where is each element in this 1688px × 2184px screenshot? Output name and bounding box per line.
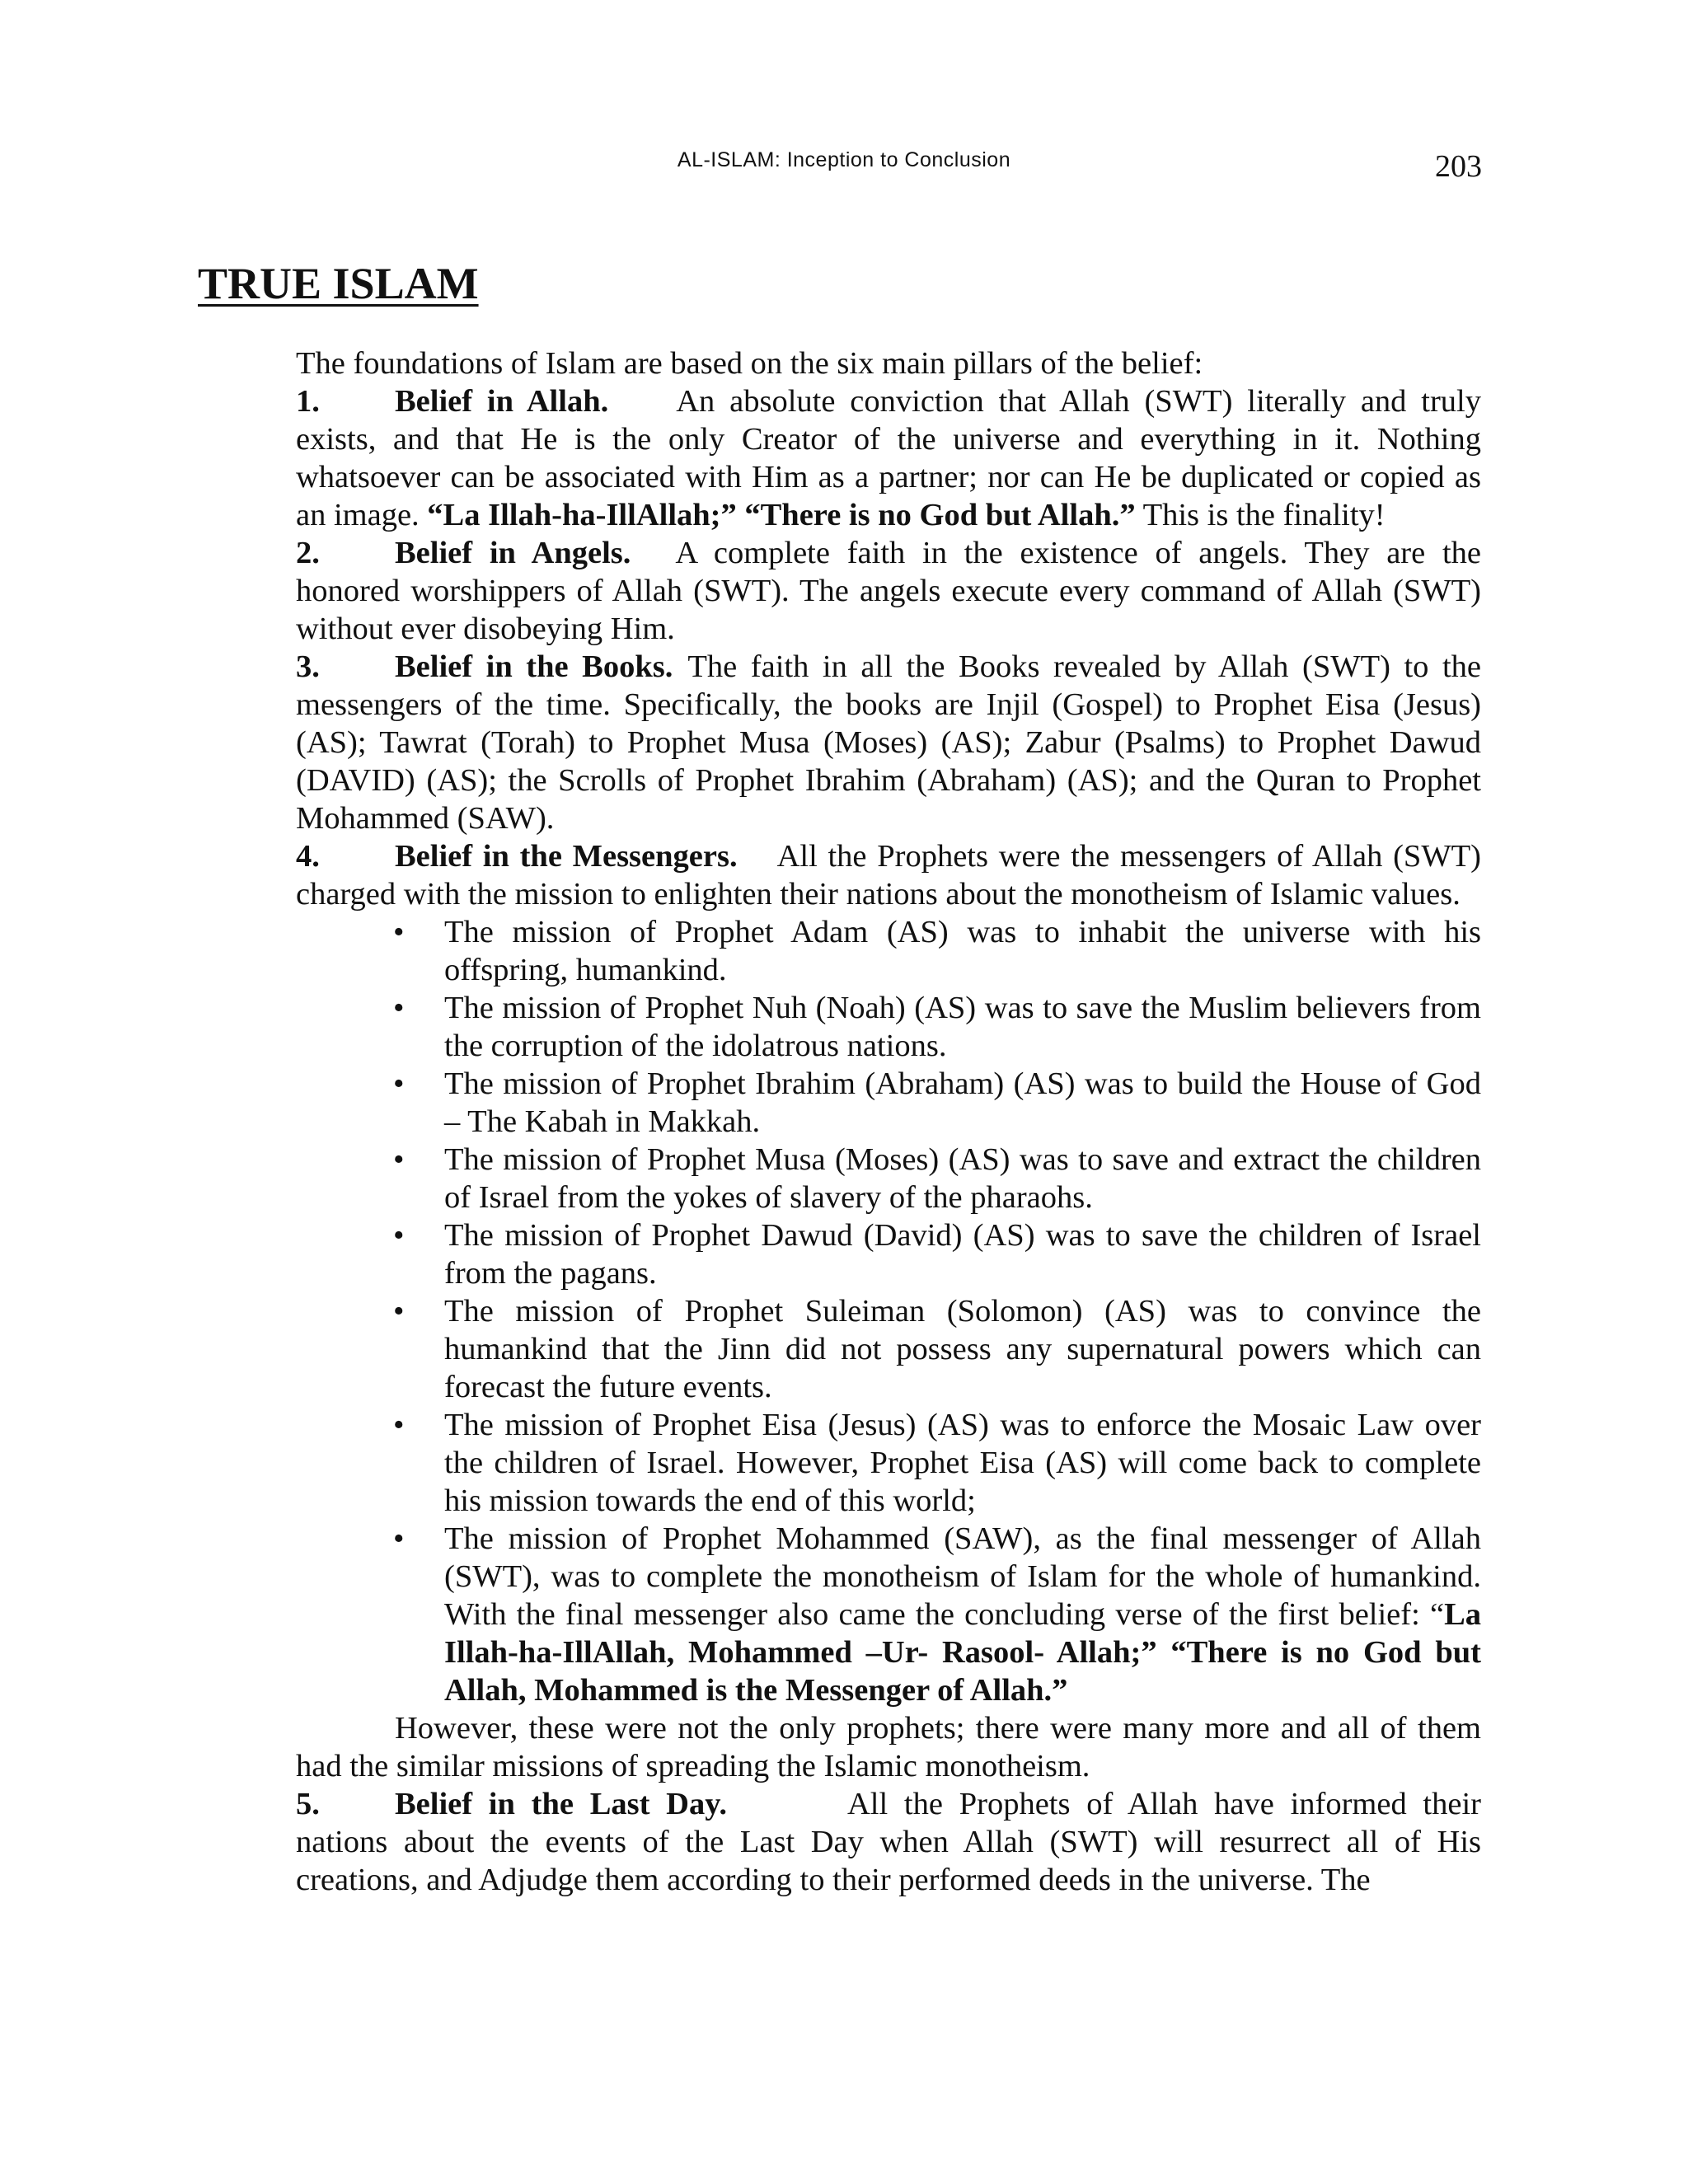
list-item: • The mission of Prophet Mohammed (SAW), as the final messenger of Allah (SWT), was to complete the monotheism of Islam for the whole of humankind. With the final messenger also came the concluding verse of the first belief: “La Illah-ha-IllAllah, Mohammed –Ur- Rasool- Allah;” “There is no God but Allah, Mohammed is the Messenger of Allah.” bbox=[393, 1521, 1481, 1708]
pillar-number: 2. bbox=[296, 536, 320, 570]
intro-paragraph: The foundations of Islam are based on the six main pillars of the belief: bbox=[296, 346, 1203, 381]
bullet-icon: • bbox=[393, 1066, 405, 1101]
pillar-text: A complete faith in the existence of angels. They are the honored worshippers of Allah (SWT). The angels execute every command of Allah (SWT) without ever disobeying Him. bbox=[296, 536, 1481, 646]
list-item: • The mission of Prophet Nuh (Noah) (AS) was to save the Muslim believers from the corruption of the idolatrous nations. bbox=[393, 991, 1481, 1063]
page-number: 203 bbox=[1435, 149, 1482, 184]
list-item: • The mission of Prophet Adam (AS) was to inhabit the universe with his offspring, humankind. bbox=[393, 915, 1481, 987]
pillar-heading: Belief in Angels. bbox=[395, 536, 631, 570]
bullet-icon: • bbox=[393, 1521, 405, 1556]
section-title: TRUE ISLAM bbox=[198, 259, 479, 308]
followup-paragraph: However, these were not the only prophets; there were many more and all of them had the similar missions of spreading the Islamic monotheism. bbox=[296, 1711, 1481, 1783]
shahada-quote: “La Illah-ha-IllAllah;” “There is no God but Allah.” bbox=[427, 498, 1136, 532]
messenger-missions-list bbox=[296, 913, 1481, 1709]
pillar-item-5 bbox=[296, 1785, 1481, 1899]
list-item: • The mission of Prophet Dawud (David) (AS) was to save the children of Israel from the pagans. bbox=[393, 1218, 1481, 1291]
shahada-full-quote: La Illah-ha-IllAllah, Mohammed –Ur- Rasool- Allah;” “There is no God but Allah, Mohammed is the Messenger of Allah.” bbox=[444, 1597, 1481, 1708]
pillar-text: The faith in all the Books revealed by Allah (SWT) to the messengers of the time. Specifically, the books are Injil (Gospel) to Prophet Eisa (Jesus) (AS); Tawrat (Torah) to Prophet Musa (Moses) (AS); Zabur (Psalms) to Prophet Dawud (DAVID) (AS); the Scrolls of Prophet Ibrahim (Abraham) (AS); and the Quran to Prophet Mohammed (SAW). bbox=[296, 649, 1482, 836]
pillar-heading: Belief in the Messengers. bbox=[395, 839, 738, 874]
pillar-item-2 bbox=[296, 534, 1481, 648]
pillar-number: 5. bbox=[296, 1787, 320, 1821]
list-item: • The mission of Prophet Ibrahim (Abraham) (AS) was to build the House of God – The Kabah in Makkah. bbox=[393, 1066, 1481, 1139]
bullet-icon: • bbox=[393, 1294, 405, 1329]
pillar-item-3 bbox=[296, 648, 1481, 837]
pillar-heading: Belief in Allah. bbox=[395, 384, 609, 419]
bullet-icon: • bbox=[393, 915, 405, 949]
pillar-number: 4. bbox=[296, 839, 320, 874]
pillar-heading: Belief in the Last Day. bbox=[395, 1787, 727, 1821]
body-text bbox=[296, 344, 1481, 1899]
running-title: AL-ISLAM: Inception to Conclusion bbox=[677, 148, 1011, 171]
pillar-heading: Belief in the Books. bbox=[395, 649, 673, 684]
bullet-icon: • bbox=[393, 1142, 405, 1177]
bullet-icon: • bbox=[393, 991, 405, 1025]
pillar-number: 3. bbox=[296, 649, 320, 684]
list-item: • The mission of Prophet Eisa (Jesus) (AS) was to enforce the Mosaic Law over the children of Israel. However, Prophet Eisa (AS) will come back to complete his mission towards the end of this world; bbox=[393, 1408, 1481, 1518]
pillar-text: All the Prophets were the messengers of Allah (SWT) charged with the mission to enlighten their nations about the monotheism of Islamic values. bbox=[296, 839, 1481, 912]
list-item: • The mission of Prophet Musa (Moses) (AS) was to save and extract the children of Israel from the yokes of slavery of the pharaohs. bbox=[393, 1142, 1481, 1215]
pillar-text-end: This is the finality! bbox=[1142, 498, 1386, 532]
list-item: • The mission of Prophet Suleiman (Solomon) (AS) was to convince the humankind that the Jinn did not possess any supernatural powers which can forecast the future events. bbox=[393, 1294, 1481, 1404]
pillar-item-4 bbox=[296, 837, 1481, 913]
pillar-text: An absolute conviction that Allah (SWT) literally and truly exists, and that He is the only Creator of the universe and everything in it. Nothing whatsoever can be associated with Him as a partner; nor can He be duplicated or copied as an image. bbox=[296, 384, 1481, 532]
pillar-number: 1. bbox=[296, 384, 320, 419]
bullet-icon: • bbox=[393, 1408, 405, 1442]
pillar-item-1 bbox=[296, 382, 1481, 534]
pillar-text: All the Prophets of Allah have informed their nations about the events of the Last Day when Allah (SWT) will resurrect all of His creations, and Adjudge them according to their performed deeds in the universe. The bbox=[296, 1787, 1481, 1897]
bullet-icon: • bbox=[393, 1218, 405, 1253]
